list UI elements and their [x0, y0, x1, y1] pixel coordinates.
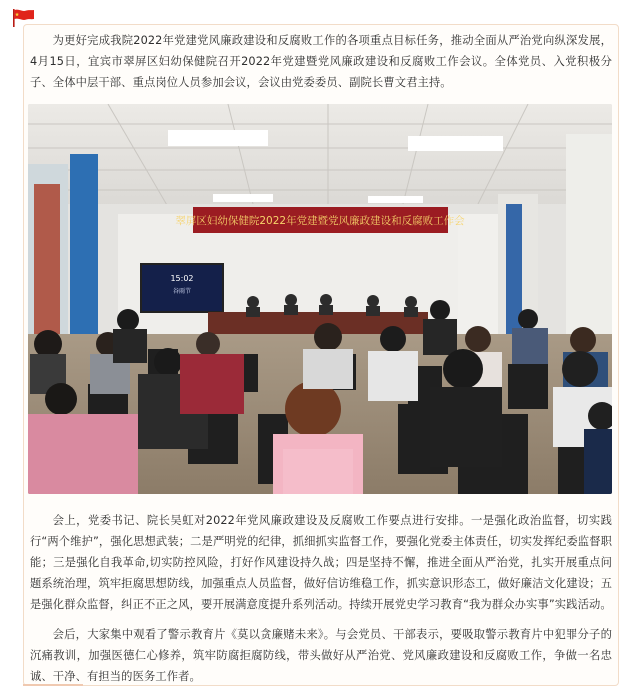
meeting-photo — [28, 104, 612, 494]
tv-caption: 谷雨节 — [172, 288, 192, 295]
ceiling-light — [168, 130, 268, 146]
closing-paragraph: 会后，大家集中观看了警示教育片《莫以贪廉赌未来》。与会党员、干部表示，要吸取警示教育片中犯罪分子的沉痛教训，加强医德仁心修养，筑牢防腐拒腐防线，带头做好从严治党、党风廉政建设和反腐败工作，争做一名忠诚、干净、有担当的医务工作者。 — [30, 628, 612, 683]
meeting-content-paragraph: 会上，党委书记、院长吴虹对2022年党风廉政建设及反腐败工作要点进行安排。一是强化政治监督，切实践行“两个维护”，强化思想武装；二是严明党的纪律，抓细抓实监督工作，要强化党委主体责任，切实发挥纪委监督职能；三是强化自我革命,切实防控风险，打好作风建设持久战；四是坚持不懈，推进全面从严治党，扎实开展重点问题系统治理，筑牢拒腐思想防线，加强重点人员监督，做好信访维稳工作，抓实意识形态工，做好廉洁文化建设；五是强化群众监督，纠正不正之风，要开展满意度提升系列活动。持续开展党史学习教育“我为群众办实事”实践活动。 — [30, 514, 612, 611]
ceiling-light — [408, 136, 503, 151]
banner-text: 翠屏区妇幼保健院2022年党建暨党风廉政建设和反腐败工作会 — [175, 215, 465, 227]
tv-time: 15:02 — [170, 274, 194, 283]
intro-paragraph: 为更好完成我院2022年党建党风廉政建设和反腐败工作的各项重点目标任务，推动全面从严治党向纵深发展，4月15日，宜宾市翠屏区妇幼保健院召开2022年党建暨党风廉政建设和反腐败工作会议。全体党员、入党积极分子、全体中层干部、重点岗位人员参加会议，会议由党委委员、副院长曹文君主持。 — [30, 34, 612, 89]
